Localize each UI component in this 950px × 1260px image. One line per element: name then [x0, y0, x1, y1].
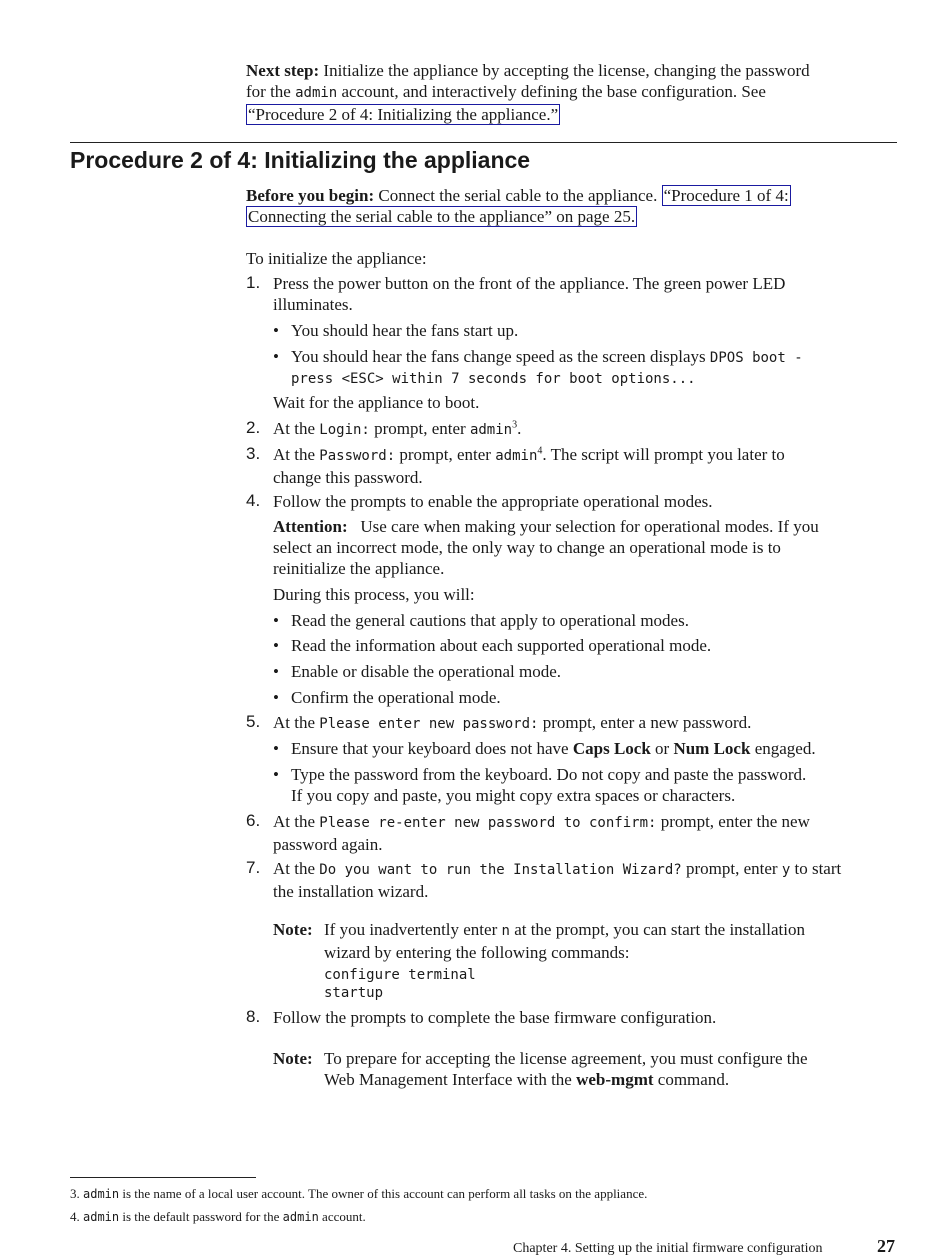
step-1-wait: Wait for the appliance to boot.	[273, 393, 480, 412]
step-6-number: 6.	[246, 811, 261, 830]
step-5: At the Please enter new password: prompt, enter a new password.	[273, 713, 752, 732]
step-4-bullet-3: • Enable or disable the operational mode.	[273, 662, 562, 681]
step-3: At the Password: prompt, enter admin$^4$. The script will prompt you later to change this password.	[273, 445, 785, 487]
footnote-divider	[70, 1177, 256, 1178]
step-4-bullet-2: • Read the information about each supported operational mode.	[273, 636, 712, 655]
step-4-bullet-4: • Confirm the operational mode.	[273, 688, 501, 707]
to-initialize: To initialize the appliance:	[246, 249, 427, 268]
before-label: Before you begin:	[246, 186, 375, 205]
step-2: At the Login: prompt, enter admin$^3$.	[273, 419, 522, 438]
attention-label: Attention:	[273, 517, 348, 536]
step-1: Press the power button on the front of the appliance. The green power LED illuminates.	[273, 274, 786, 314]
page-number: 27	[877, 1236, 895, 1256]
procedure-1-link-cont[interactable]: Connecting the serial cable to the appliance” on page 25.	[248, 207, 636, 226]
step-4: Follow the prompts to enable the appropriate operational modes.	[273, 492, 713, 511]
step-8-number: 8.	[246, 1007, 261, 1026]
step-3-number: 3.	[246, 444, 261, 463]
step-8: Follow the prompts to complete the base firmware configuration.	[273, 1008, 717, 1027]
step-4-bullet-1: • Read the general cautions that apply to operational modes.	[273, 611, 689, 630]
command-configure-terminal: configure terminal	[324, 967, 476, 983]
step-4-number: 4.	[246, 491, 261, 510]
footnote-3: 3. admin is the name of a local user account. The owner of this account can perform all tasks on the appliance.	[70, 1186, 648, 1201]
step-4-during: During this process, you will:	[273, 585, 475, 604]
step-7: At the Do you want to run the Installation Wizard? prompt, enter y to start the installation wizard.	[273, 859, 842, 901]
before-you-begin: Before you begin: Connect the serial cable to the appliance. “Procedure 1 of 4: Connecting the serial cable to the appliance” on page 25.	[246, 186, 789, 226]
step-2-number: 2.	[246, 418, 261, 437]
step-5-bullet-1: • Ensure that your keyboard does not have Caps Lock or Num Lock engaged.	[273, 739, 816, 758]
step-5-bullet-2: • Type the password from the keyboard. Do not copy and paste the password. If you copy and paste, you might copy extra spaces or characters.	[273, 765, 807, 805]
procedure-2-link[interactable]: “Procedure 2 of 4: Initializing the appliance.”	[248, 105, 559, 124]
step-1-bullet-2: • You should hear the fans change speed as the screen displays DPOS boot - press <ESC> within 7 seconds for boot options...	[273, 347, 803, 387]
section-divider	[70, 142, 897, 143]
page-title: Procedure 2 of 4: Initializing the appliance	[70, 147, 531, 173]
procedure-1-link[interactable]: “Procedure 1 of 4:	[663, 186, 789, 205]
footnote-4: 4. admin is the default password for the admin account.	[70, 1209, 366, 1224]
step-7-note-label: Note:	[273, 920, 313, 939]
step-1-bullet-1: • You should hear the fans start up.	[273, 321, 519, 340]
step-7-note: If you inadvertently enter n at the prompt, you can start the installation wizard by entering the following commands: configure terminal startup	[324, 919, 904, 1002]
step-7-number: 7.	[246, 858, 261, 877]
next-step-label: Next step:	[246, 61, 320, 80]
step-1-number: 1.	[246, 273, 261, 292]
next-step-paragraph: Next step: Initialize the appliance by accepting the license, changing the password for the admin account, and interactively defining the base configuration. See “Procedure 2 of 4: Initializing the appliance.”	[246, 61, 810, 124]
step-8-note: To prepare for accepting the license agreement, you must configure the Web Management Interface with the web-mgmt command.	[324, 1049, 808, 1089]
command-startup: startup	[324, 985, 384, 1001]
step-8-note-label: Note:	[273, 1049, 313, 1068]
step-6: At the Please re-enter new password to confirm: prompt, enter the new password again.	[273, 812, 810, 854]
step-5-number: 5.	[246, 712, 261, 731]
chapter-footer: Chapter 4. Setting up the initial firmware configuration	[513, 1241, 823, 1256]
step-4-attention: Attention: Use care when making your selection for operational modes. If you select an incorrect mode, the only way to change an operational mode is to reinitialize the appliance.	[273, 517, 819, 578]
